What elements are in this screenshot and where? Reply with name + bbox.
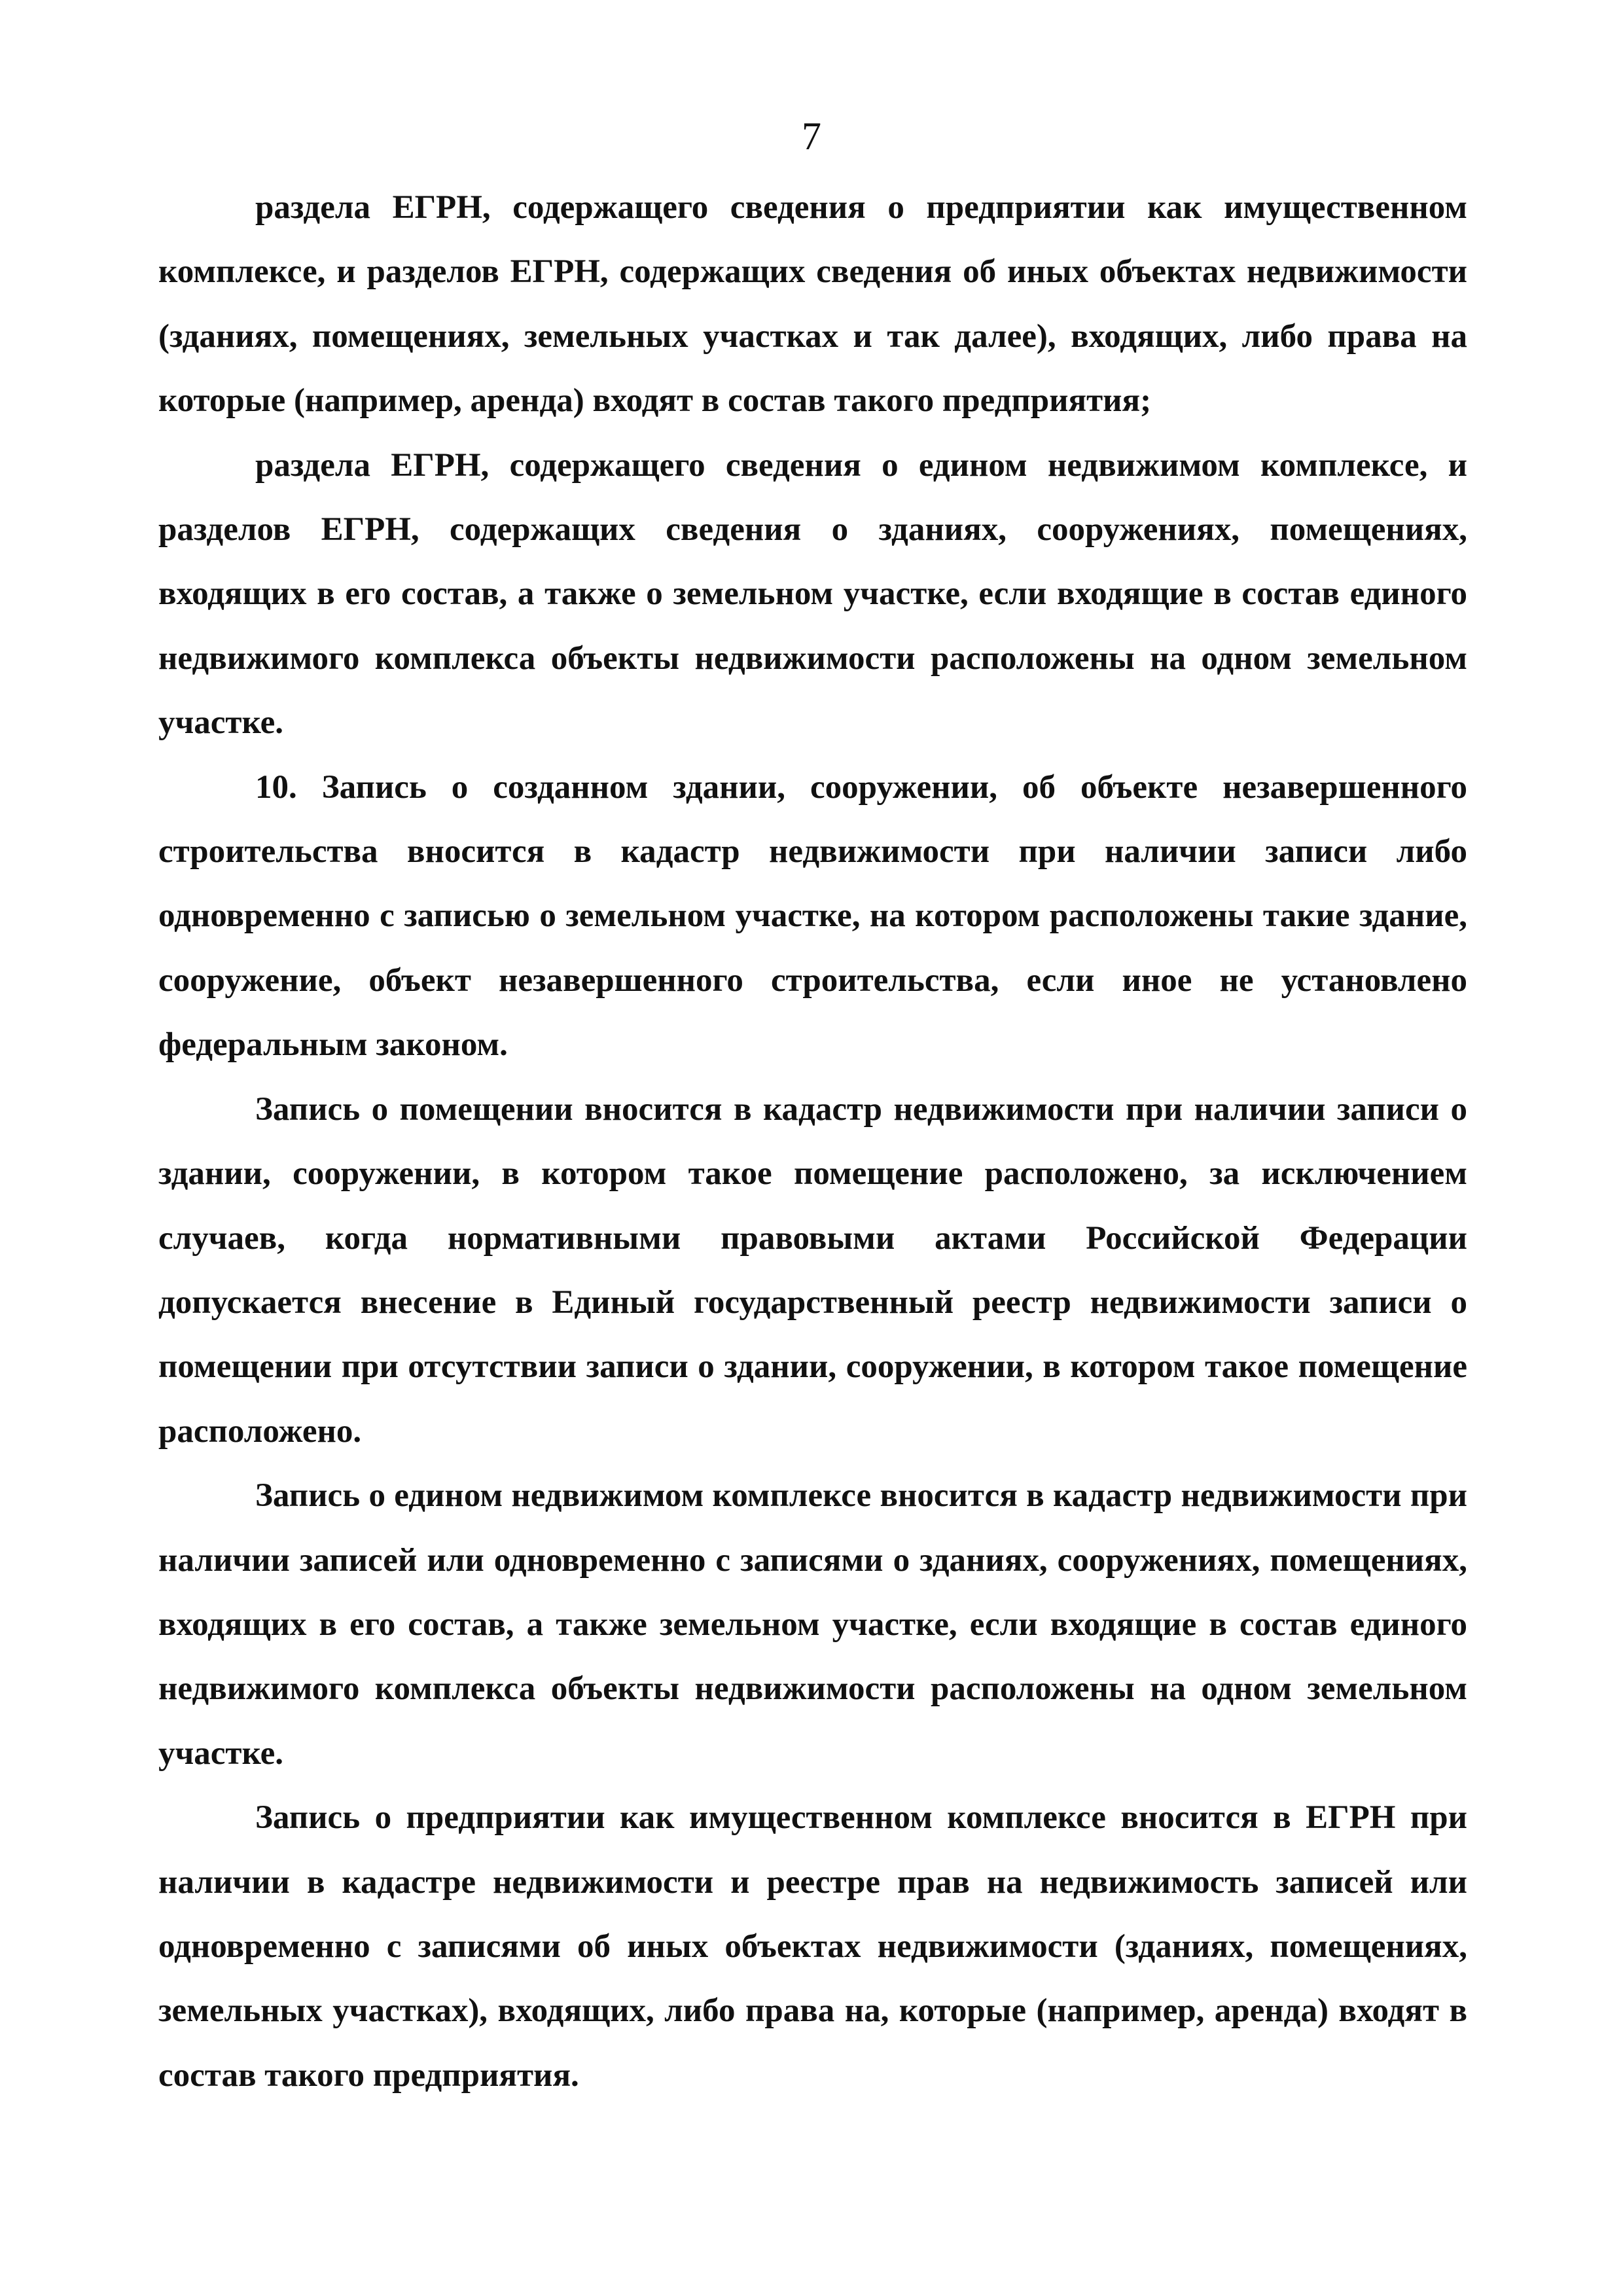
paragraph-enterprise-record: Запись о предприятии как имущественном комплексе вносится в ЕГРН при наличии в кадастре недвижимости и реестре прав на недвижимость записей или одновременно с записями об иных объектах недвижимости (зданиях, помещениях, земельных участках), входящих, либо права на, которые (например, аренда) входят в состав такого предприятия. [158, 1799, 1467, 2094]
document-body [158, 175, 1467, 2108]
paragraph-premises-record: Запись о помещении вносится в кадастр недвижимости при наличии записи о здании, сооружении, в котором такое помещение расположено, за исключением случаев, когда нормативными правовыми актами Российской Федерации допускается внесение в Единый государственный реестр недвижимости записи о помещении при отсутствии записи о здании, сооружении, в котором такое помещение расположено. [158, 1090, 1467, 1450]
paragraph-single-complex-record: Запись о едином недвижимом комплексе вносится в кадастр недвижимости при наличии записей или одновременно с записями о зданиях, сооружениях, помещениях, входящих в его состав, а также земельном участке, если входящие в состав единого недвижимого комплекса объекты недвижимости расположены на одном земельном участке. [158, 1477, 1467, 1772]
paragraph-section-enterprise: раздела ЕГРН, содержащего сведения о предприятии как имущественном комплексе, и разделов ЕГРН, содержащих сведения об иных объектах недвижимости (зданиях, помещениях, земельных участках и так далее), входящих, либо права на которые (например, аренда) входят в состав такого предприятия; [158, 189, 1467, 420]
paragraph-item-10: 10. Запись о созданном здании, сооружении, об объекте незавершенного строительства вносится в кадастр недвижимости при наличии записи либо одновременно с записью о земельном участке, на котором расположены такие здание, сооружение, объект незавершенного строительства, если иное не установлено федеральным законом. [158, 768, 1467, 1064]
paragraph-section-single-complex: раздела ЕГРН, содержащего сведения о едином недвижимом комплексе, и разделов ЕГРН, содержащих сведения о зданиях, сооружениях, помещениях, входящих в его состав, а также о земельном участке, если входящие в состав единого недвижимого комплекса объекты недвижимости расположены на одном земельном участке. [158, 446, 1467, 742]
page-number: 7 [802, 115, 821, 158]
